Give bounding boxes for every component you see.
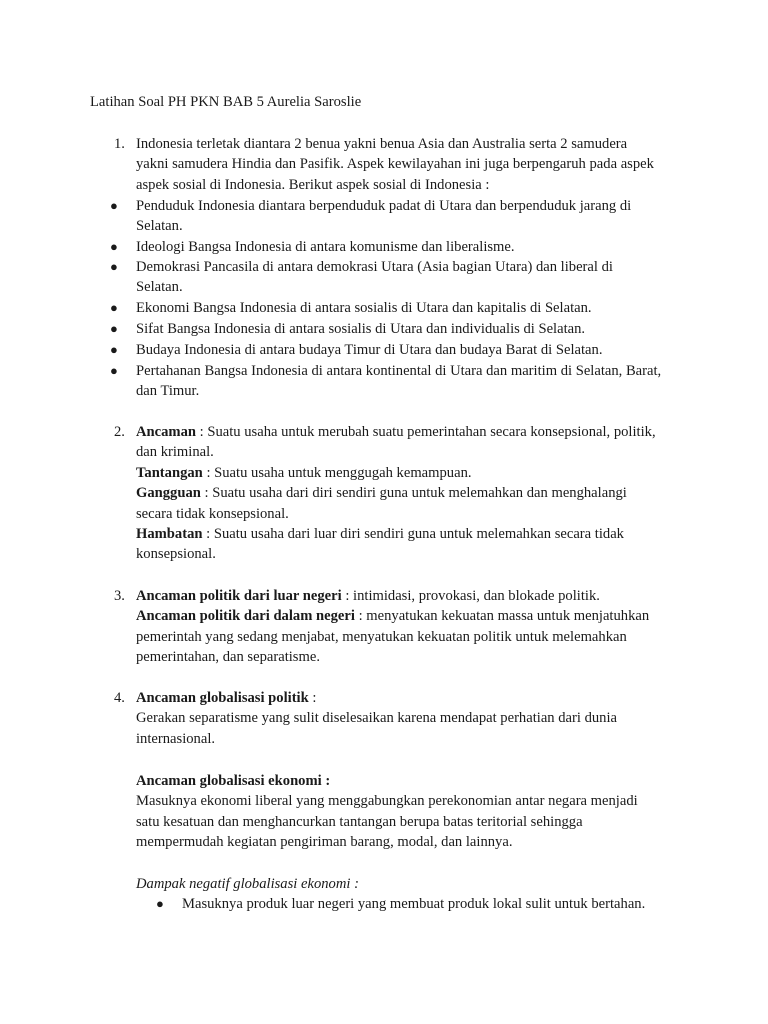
text-line: Sifat Bangsa Indonesia di antara sosialis di Utara dan individualis di Selatan. — [136, 321, 586, 337]
definition: : Suatu usaha dari diri sendiri guna untuk melemahkan dan menghalangi — [200, 485, 627, 502]
question-number: 4. — [114, 690, 125, 706]
text-line: Indonesia terletak diantara 2 benua yakni benua Asia dan Australia serta 2 samudera — [136, 136, 628, 152]
term-ancaman: Ancaman — [136, 424, 196, 440]
question-number: 1. — [114, 136, 125, 152]
text-line: mempermudah kegiatan pengiriman barang, modal, dan lainnya. — [136, 834, 513, 851]
text-line: yakni samudera Hindia dan Pasifik. Aspek kewilayahan ini juga berpengaruh pada aspek — [136, 156, 654, 173]
bullet-icon: ● — [110, 259, 118, 274]
ekonomi-section — [136, 771, 696, 853]
list-item — [110, 319, 696, 339]
term-hambatan: Hambatan — [136, 526, 203, 543]
list-item — [156, 894, 742, 914]
text-line: internasional. — [136, 730, 216, 747]
list-item — [110, 196, 696, 237]
bullet-icon: ● — [110, 363, 118, 378]
question-4 — [114, 688, 696, 749]
list-item — [110, 340, 696, 360]
term-tantangan: Tantangan — [136, 464, 203, 481]
text-line: Selatan. — [136, 279, 183, 296]
definition: : Suatu usaha untuk merubah suatu pemerintahan secara konsepsional, politik, — [196, 424, 656, 440]
text-line: Ancaman globalisasi politik : — [136, 690, 317, 706]
question-number: 3. — [114, 588, 125, 604]
text-line: Budaya Indonesia di antara budaya Timur di Utara dan budaya Barat di Selatan. — [136, 342, 603, 358]
bullet-icon: ● — [110, 342, 118, 357]
question-1-intro — [114, 134, 696, 195]
text-line — [136, 874, 696, 894]
bullet-icon: ● — [156, 896, 164, 911]
text-line: konsepsional. — [136, 546, 216, 563]
dampak-heading — [136, 874, 696, 894]
definition: : Suatu usaha untuk menggugah kemampuan. — [202, 464, 472, 481]
bullet-icon: ● — [110, 321, 118, 336]
bullet-icon: ● — [110, 239, 118, 254]
text-line: Selatan. — [136, 218, 183, 235]
term-globalisasi-ekonomi: Ancaman globalisasi ekonomi : — [136, 773, 331, 789]
text-line — [136, 524, 696, 544]
bullet-icon: ● — [110, 300, 118, 315]
text-line — [136, 586, 696, 606]
bullet-icon: ● — [110, 198, 118, 213]
text-line: dan kriminal. — [136, 444, 214, 461]
text-line: Ideologi Bangsa Indonesia di antara komunisme dan liberalisme. — [136, 239, 515, 255]
definition: : menyatukan kekuatan massa untuk menjatuhkan — [354, 608, 650, 625]
term-globalisasi-politik: Ancaman globalisasi politik — [136, 690, 309, 706]
text-line: pemerintahan, dan separatisme. — [136, 649, 320, 666]
list-item — [110, 237, 696, 257]
text-line: Ekonomi Bangsa Indonesia di antara sosialis di Utara dan kapitalis di Selatan. — [136, 300, 592, 316]
text-line: Demokrasi Pancasila di antara demokrasi Utara (Asia bagian Utara) dan liberal di — [136, 259, 613, 275]
question-3 — [114, 586, 696, 668]
list-item — [110, 257, 696, 298]
text-line: Penduduk Indonesia diantara berpenduduk padat di Utara dan berpenduduk jarang di — [136, 198, 632, 214]
text-line: aspek sosial di Indonesia. Berikut aspek sosial di Indonesia : — [136, 176, 490, 193]
text-line: satu kesatuan dan menghancurkan tantangan berupa batas teritorial sehingga — [136, 813, 583, 830]
text-line: secara tidak konsepsional. — [136, 505, 289, 522]
text-line — [136, 483, 696, 503]
text-line: pemerintah yang sedang menjabat, menyatukan kekuatan politik untuk melemahkan — [136, 628, 627, 645]
question-2 — [114, 422, 696, 565]
text-line — [136, 606, 696, 626]
text-line — [136, 771, 696, 791]
term-ancaman-dalam: Ancaman politik dari dalam negeri — [136, 608, 355, 625]
text-line: Masuknya ekonomi liberal yang menggabungkan perekonomian antar negara menjadi — [136, 793, 638, 810]
term-ancaman-luar: Ancaman politik dari luar negeri — [136, 588, 342, 604]
text-line: Pertahanan Bangsa Indonesia di antara kontinental di Utara dan maritim di Selatan, Barat, — [136, 363, 662, 379]
dampak-heading-text: Dampak negatif globalisasi ekonomi : — [136, 876, 359, 892]
document-title: Latihan Soal PH PKN BAB 5 Aurelia Saroslie — [90, 94, 362, 110]
list-item — [110, 361, 696, 402]
term-gangguan: Gangguan — [136, 485, 201, 502]
list-item — [110, 298, 696, 318]
text-line: Masuknya produk luar negeri yang membuat produk lokal sulit untuk bertahan. — [182, 896, 646, 912]
definition: : Suatu usaha dari luar diri sendiri guna untuk melemahkan secara tidak — [202, 526, 624, 543]
text-line: dan Timur. — [136, 383, 200, 400]
question-number: 2. — [114, 424, 125, 440]
definition: : intimidasi, provokasi, dan blokade politik. — [341, 588, 600, 604]
text-line — [136, 463, 696, 483]
text-line — [136, 422, 696, 442]
text-line: Gerakan separatisme yang sulit diselesaikan karena mendapat perhatian dari dunia — [136, 710, 617, 727]
